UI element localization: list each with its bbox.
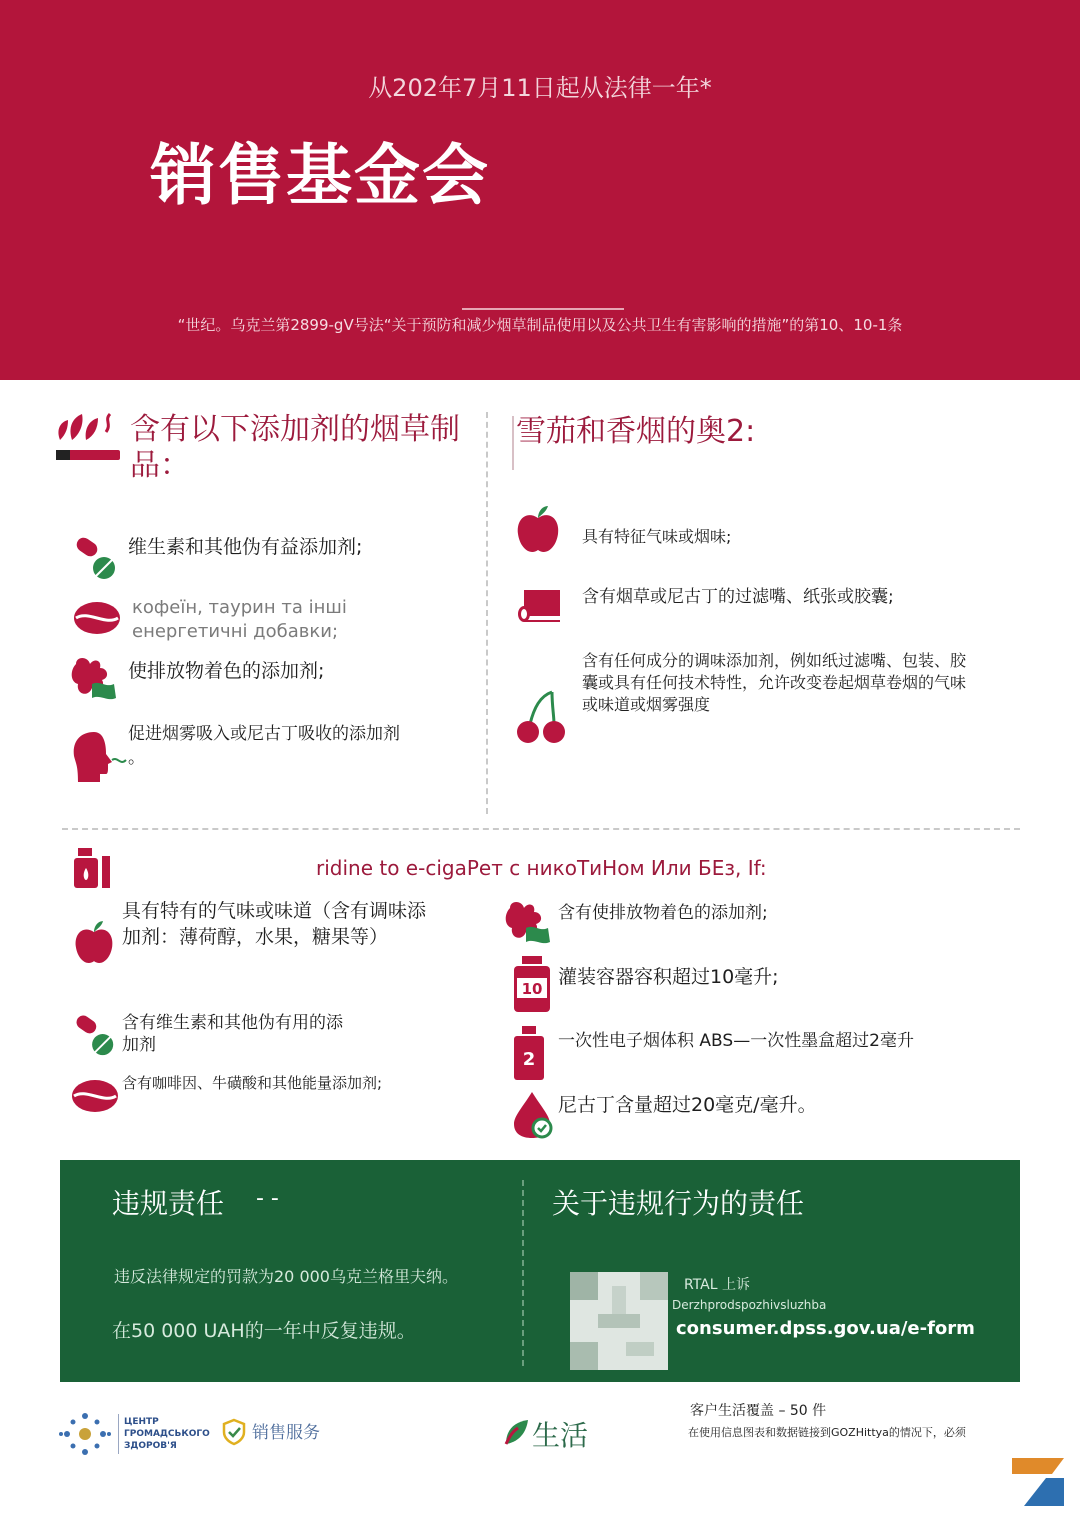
footer-note-1: 客户生活覆盖 – 50 件 [690,1403,827,1419]
header-subtitle: 从202年7月11日起从法律一年* [368,74,712,102]
ecig-left-item-1-line2: 加剂：薄荷醇，水果，糖果等） [122,926,389,948]
law-reference: “世纪。乌克兰第2899-gV号法“关于预防和减少烟草制品使用以及公共卫生有害影响的措施”的第10、10-1条 [177,316,903,334]
footer-note-2: 在使用信息图表和数据链接到GOZHittya的情况下，必须 [688,1426,966,1439]
shield-check-icon [220,1418,248,1446]
e-liquid-bottle-icon [72,846,114,890]
public-health-center-logo-icon [58,1410,112,1458]
ecig-section-title: ridine to e-cigaРет с никоТиНом Или БЕз, If: [316,856,767,880]
apple-icon [516,504,560,556]
left-item-1: 维生素和其他伪有益添加剂; [128,536,363,558]
left-item-2 [132,596,347,644]
agency-name: Derzhprodspozhivsluzhba [672,1298,827,1312]
left-section-title [130,412,460,484]
left-item-4 [128,722,400,770]
fine-first-violation: 违反法律规定的罚款为20 000乌克兰格里夫纳。 [114,1267,458,1286]
cartridge-2-icon [512,1026,546,1082]
nicotine-drop-icon [512,1090,556,1140]
right-item-1: 具有特征气味或烟味; [582,527,732,546]
left-title-line1: 含有以下添加剂的烟草制 [130,412,460,447]
report-url[interactable]: consumer.dpss.gov.ua/e-form [676,1318,975,1339]
liability-left-mark: - - [256,1186,279,1211]
right-item-3-line2: 囊或具有任何技术特性，允许改变卷起烟草卷烟的气味 [582,673,967,692]
left-item-2-line1: кофеїн, таурин та інші [132,597,347,618]
ecig-right-item-2: 灌装容器容积超过10毫升; [558,966,779,988]
right-item-3-line3: 或味道或烟雾强度 [582,695,711,714]
ecig-right-item-1: 含有使排放物着色的添加剂; [558,903,768,923]
header-banner [0,0,1080,380]
vertical-divider [486,412,488,814]
ecig-left-item-2 [122,1012,343,1056]
apple-icon [74,918,114,968]
right-item-3 [582,650,966,716]
bottle-10-label: 10 [521,980,543,998]
coffee-bean-icon [72,598,122,638]
liability-divider [522,1180,524,1366]
left-item-2-line2: енергетичні добавки; [132,621,339,642]
right-item-2: 含有烟草或尼古丁的过滤嘴、纸张或胶囊; [582,587,894,607]
smoke-lungs-icon [70,654,120,704]
ecig-left-item-1-line1: 具有特有的气味或味道（含有调味添 [122,900,427,922]
pills-icon [72,1012,118,1058]
coffee-bean-icon [70,1076,120,1116]
left-item-4-line2: 。 [128,748,145,768]
left-title-line2: 品： [130,448,190,483]
liability-left-title: 违规责任 [112,1187,225,1220]
page-title: 销售基金会 [150,137,490,214]
left-item-3: 使排放物着色的添加剂; [128,660,325,682]
public-health-center-logo-text [124,1416,210,1452]
logo1-line1: ЦЕНТР [124,1417,159,1427]
logo-separator [118,1414,119,1454]
left-item-4-line1: 促进烟雾吸入或尼古丁吸收的添加剂 [128,724,400,744]
leaf-logo-icon [504,1418,530,1446]
logo1-line3: ЗДОРОВ'Я [124,1441,177,1451]
inhale-head-icon [70,730,128,784]
right-section-title: 雪茄和香烟的奥2: [516,414,756,449]
cartridge-2-label: 2 [522,1049,536,1070]
ecig-left-item-3: 含有咖啡因、牛磺酸和其他能量添加剂; [122,1074,383,1092]
right-title-bar [512,416,514,470]
report-label: RTAL 上诉 [684,1277,751,1293]
liability-panel [60,1160,1020,1382]
cigarette-filter-icon [516,586,562,626]
ecig-left-item-1 [122,898,426,950]
horizontal-divider [62,828,1020,830]
qr-code[interactable] [570,1272,668,1370]
liability-right-title: 关于违规行为的责任 [552,1187,805,1220]
ecig-right-item-3: 一次性电子烟体积 ABS—一次性墨盒超过2毫升 [558,1031,915,1051]
sales-service-logo-text: 销售服务 [252,1423,320,1443]
watermark-logo-icon [1006,1454,1070,1510]
header-divider [462,308,624,310]
right-item-3-line1: 含有任何成分的调味添加剂，例如纸过滤嘴、包装、胶 [582,651,967,670]
logo1-line2: ГРОМАДСЬКОГО [124,1429,210,1439]
smoke-lungs-icon [504,898,554,948]
fine-repeat-violation: 在50 000 UAH的一年中反复违规。 [112,1320,416,1342]
bottle-10-icon [512,956,552,1014]
ecig-right-item-4: 尼古丁含量超过20毫克/毫升。 [558,1094,817,1116]
life-logo-text: 生活 [532,1419,589,1452]
pills-icon [72,534,120,582]
ecig-left-item-2-line2: 加剂 [122,1035,156,1055]
ecig-left-item-2-line1: 含有维生素和其他伪有用的添 [122,1013,343,1033]
cherry-icon [516,690,566,746]
tobacco-leaf-cigarette-icon [52,410,126,468]
